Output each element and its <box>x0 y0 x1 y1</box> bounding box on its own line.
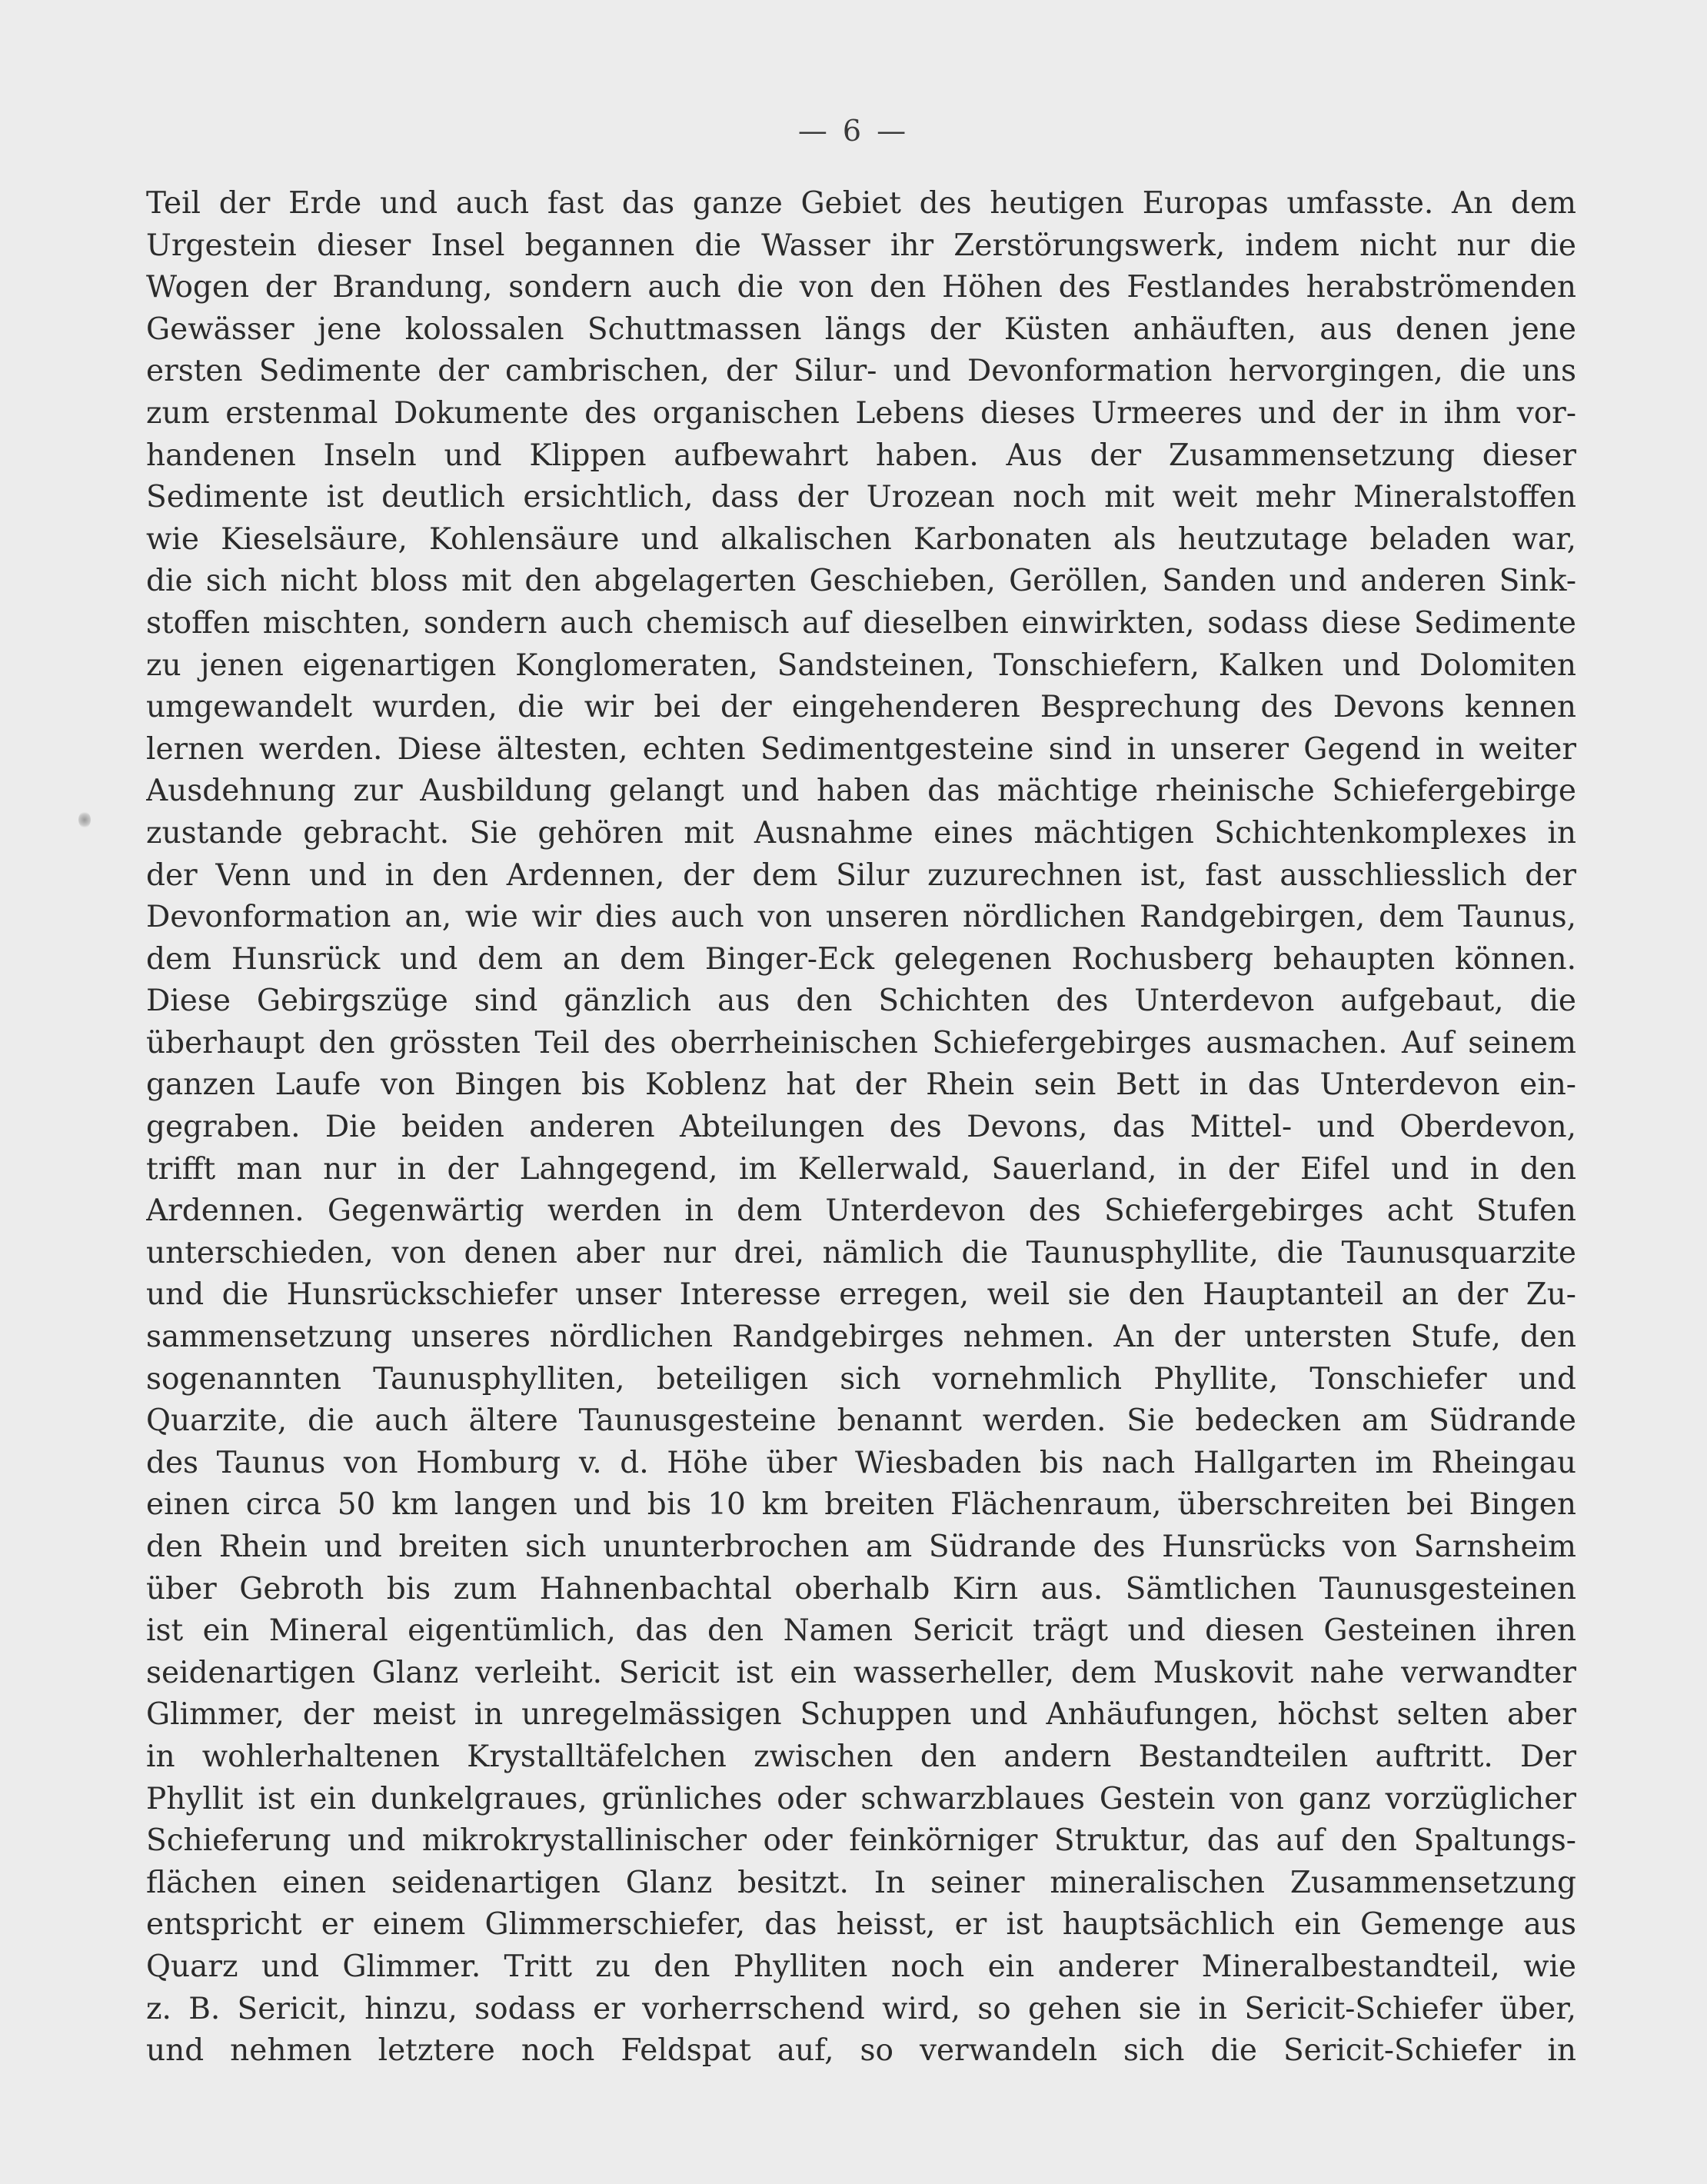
text-line: in wohlerhaltenen Krystalltäfelchen zwischen den andern Bestandteilen auftritt. Der <box>146 1739 1576 1774</box>
text-line: der Venn und in den Ardennen, der dem Silur zuzurechnen ist, fast ausschliesslich der <box>146 857 1576 893</box>
body-text <box>146 183 1576 2072</box>
text-line: Devonformation an, wie wir dies auch von unseren nördlichen Randgebirgen, dem Taunus, <box>146 900 1576 935</box>
text-line: dem Hunsrück und dem an dem Binger-Eck gelegenen Rochusberg behaupten können. <box>146 941 1576 977</box>
text-line: Phyllit ist ein dunkelgraues, grünliches oder schwarzblaues Gestein von ganz vorzüglicher <box>146 1781 1576 1816</box>
text-line: überhaupt den grössten Teil des oberrheinischen Schiefergebirges ausmachen. Auf seinem <box>146 1025 1576 1060</box>
text-line: ganzen Laufe von Bingen bis Koblenz hat der Rhein sein Bett in das Unterdevon ein- <box>146 1067 1576 1103</box>
text-line: Glimmer, der meist in unregelmässigen Schuppen und Anhäufungen, höchst selten aber <box>146 1697 1576 1733</box>
text-line: und nehmen letztere noch Feldspat auf, so verwandeln sich die Sericit-Schiefer in <box>146 2033 1576 2069</box>
text-line: Ardennen. Gegenwärtig werden in dem Unterdevon des Schiefergebirges acht Stufen <box>146 1194 1576 1229</box>
text-line: lernen werden. Diese ältesten, echten Sedimentgesteine sind in unserer Gegend in weiter <box>146 731 1576 767</box>
text-line: sogenannten Taunusphylliten, beteiligen sich vornehmlich Phyllite, Tonschiefer und <box>146 1361 1576 1397</box>
text-line: Quarzite, die auch ältere Taunusgesteine benannt werden. Sie bedecken am Südrande <box>146 1403 1576 1439</box>
text-line: zu jenen eigenartigen Konglomeraten, Sandsteinen, Tonschiefern, Kalken und Dolomiten <box>146 648 1576 683</box>
text-line: flächen einen seidenartigen Glanz besitzt. In seiner mineralischen Zusammensetzung <box>146 1865 1576 1900</box>
text-line: ist ein Mineral eigentümlich, das den Namen Sericit trägt und diesen Gesteinen ihren <box>146 1613 1576 1649</box>
text-line: des Taunus von Homburg v. d. Höhe über Wiesbaden bis nach Hallgarten im Rheingau <box>146 1445 1576 1480</box>
text-line: stoffen mischten, sondern auch chemisch auf dieselben einwirkten, sodass diese Sedimente <box>146 605 1576 641</box>
text-line: Ausdehnung zur Ausbildung gelangt und haben das mächtige rheinische Schiefergebirge <box>146 774 1576 809</box>
text-line: handenen Inseln und Klippen aufbewahrt haben. Aus der Zusammensetzung dieser <box>146 438 1576 473</box>
text-line: zustande gebracht. Sie gehören mit Ausnahme eines mächtigen Schichtenkomplexes in <box>146 815 1576 851</box>
text-line: Urgestein dieser Insel begannen die Wasser ihr Zerstörungswerk, indem nicht nur die <box>146 228 1576 263</box>
paper-blemish <box>78 811 91 828</box>
text-line: Wogen der Brandung, sondern auch die von den Höhen des Festlandes herabströmenden <box>146 270 1576 305</box>
text-line: Teil der Erde und auch fast das ganze Gebiet des heutigen Europas umfasste. An dem <box>146 186 1576 221</box>
text-line: entspricht er einem Glimmerschiefer, das heisst, er ist hauptsächlich ein Gemenge aus <box>146 1907 1576 1943</box>
text-line: den Rhein und breiten sich ununterbrochen am Südrande des Hunsrücks von Sarnsheim <box>146 1530 1576 1564</box>
text-line: ersten Sedimente der cambrischen, der Silur- und Devonformation hervorgingen, die uns <box>146 354 1576 389</box>
text-line: gegraben. Die beiden anderen Abteilungen des Devons, das Mittel- und Oberdevon, <box>146 1110 1576 1145</box>
text-line: über Gebroth bis zum Hahnenbachtal oberhalb Kirn aus. Sämtlichen Taunusgesteinen <box>146 1571 1576 1606</box>
text-line: unterschieden, von denen aber nur drei, nämlich die Taunusphyllite, die Taunusquarzite <box>146 1235 1576 1270</box>
text-line: einen circa 50 km langen und bis 10 km breiten Flächenraum, überschreiten bei Bingen <box>146 1487 1576 1523</box>
text-line: Quarz und Glimmer. Tritt zu den Phylliten noch ein anderer Mineralbestandteil, wie <box>146 1949 1576 1984</box>
text-line: wie Kieselsäure, Kohlensäure und alkalischen Karbonaten als heutzutage beladen war, <box>146 521 1576 557</box>
page-number: — 6 — <box>797 114 910 148</box>
text-line: umgewandelt wurden, die wir bei der eingehenderen Besprechung des Devons kennen <box>146 690 1576 725</box>
text-line: z. B. Sericit, hinzu, sodass er vorherrschend wird, so gehen sie in Sericit-Schiefer über, <box>146 1991 1576 2026</box>
text-line: Schieferung und mikrokrystallinischer oder feinkörniger Struktur, das auf den Spaltungs- <box>146 1823 1576 1859</box>
text-line: trifft man nur in der Lahngegend, im Kellerwald, Sauerland, in der Eifel und in den <box>146 1151 1576 1187</box>
text-line: die sich nicht bloss mit den abgelagerten Geschieben, Geröllen, Sanden und anderen Sink- <box>146 564 1576 599</box>
text-line: seidenartigen Glanz verleiht. Sericit ist ein wasserheller, dem Muskovit nahe verwandter <box>146 1655 1576 1690</box>
text-line: zum erstenmal Dokumente des organischen Lebens dieses Urmeeres und der in ihm vor- <box>146 395 1576 431</box>
text-line: Diese Gebirgszüge sind gänzlich aus den Schichten des Unterdevon aufgebaut, die <box>146 984 1576 1019</box>
text-line: und die Hunsrückschiefer unser Interesse erregen, weil sie den Hauptanteil an der Zu- <box>146 1277 1576 1313</box>
text-line: Sedimente ist deutlich ersichtlich, dass der Urozean noch mit weit mehr Mineralstoffen <box>146 480 1576 515</box>
text-line: sammensetzung unseres nördlichen Randgebirges nehmen. An der untersten Stufe, den <box>146 1320 1576 1355</box>
text-line: Gewässer jene kolossalen Schuttmassen längs der Küsten anhäuften, aus denen jene <box>146 311 1576 347</box>
